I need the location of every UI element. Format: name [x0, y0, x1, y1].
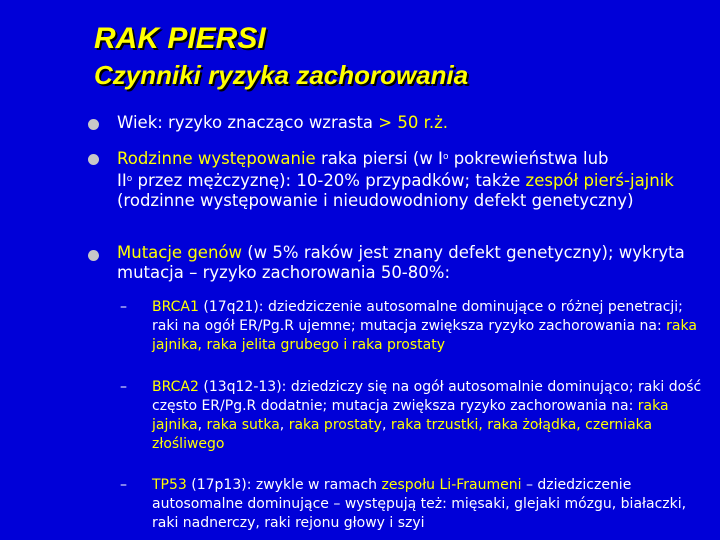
separator: , — [279, 417, 289, 433]
sub-dash: – — [120, 379, 127, 395]
family-text-5: (rodzinne występowanie i nieudowodniony defekt genetyczny) — [117, 191, 634, 210]
bullet-dot-icon — [88, 250, 99, 261]
cancer-risk-1: raka jajnika — [152, 398, 669, 433]
bullet-dot-icon — [88, 154, 99, 165]
subitem-brca1 — [152, 298, 712, 355]
bullet-mutations — [117, 243, 707, 283]
bullet-family — [117, 147, 707, 211]
degree-superscript: o — [442, 152, 449, 162]
subitem-brca2 — [152, 378, 712, 454]
bullet-dot-icon — [88, 119, 99, 130]
subitem-text: (13q12-13): dziedziczy się na ogół autosomalnie dominująco; raki dość często ER/Pg.R dodatnie; mutacja zwiększa ryzyko zachorowania na: — [152, 379, 702, 414]
subitem-text: (17p13): zwykle w ramach — [186, 477, 382, 493]
family-text-3: II — [117, 171, 127, 190]
gene-name: BRCA1 — [152, 299, 199, 315]
sub-dash: – — [120, 477, 127, 493]
age-threshold: > 50 r.ż. — [378, 113, 449, 132]
cancer-risk-4: raka trzustki, raka żołądka, czerniaka złośliwego — [152, 417, 653, 452]
subitem-tp53 — [152, 476, 712, 533]
li-fraumeni-term: zespołu Li-Fraumeni — [381, 477, 522, 493]
separator: , — [381, 417, 391, 433]
bullet-age-text: Wiek: ryzyko znacząco wzrasta — [117, 113, 379, 132]
breast-ovary-syndrome-term: zespół pierś-jajnik — [525, 171, 674, 190]
cancer-risk-3: raka prostaty — [288, 417, 382, 433]
separator: , — [197, 417, 207, 433]
family-text-4: przez mężczyznę): 10-20% przypadków; także — [132, 171, 526, 190]
gene-name: TP53 — [152, 477, 187, 493]
subitem-text: (17q21): dziedziczenie autosomalne dominujące o różnej penetracji; raki na ogół ER/Pg.R ujemne; mutacja zwiększa ryzyko zachorowania na: — [152, 299, 683, 334]
cancer-risk-list: raka jajnika, raka jelita grubego i raka prostaty — [152, 318, 697, 353]
family-text-2: pokrewieństwa lub — [448, 149, 609, 168]
slide-title: RAK PIERSI — [94, 22, 266, 55]
family-text-1: raka piersi (w I — [315, 149, 443, 168]
mutations-text: (w 5% raków jest znany defekt genetyczny); wykryta mutacja – ryzyko zachorowania 50-80%: — [117, 243, 685, 282]
degree-superscript: o — [126, 174, 133, 184]
gene-mutations-term: Mutacje genów — [117, 243, 242, 262]
subitem-text: – dziedziczenie autosomalne dominujące – występują też: mięsaki, glejaki mózgu, białaczki, raki nadnerczy, raki rejonu głowy i szyi — [152, 477, 687, 531]
cancer-risk-2: raka sutka — [206, 417, 280, 433]
slide-subtitle: Czynniki ryzyka zachorowania — [94, 60, 469, 90]
sub-dash: – — [120, 299, 127, 315]
family-history-term: Rodzinne występowanie — [117, 149, 316, 168]
gene-name: BRCA2 — [152, 379, 199, 395]
bullet-age — [117, 113, 707, 133]
